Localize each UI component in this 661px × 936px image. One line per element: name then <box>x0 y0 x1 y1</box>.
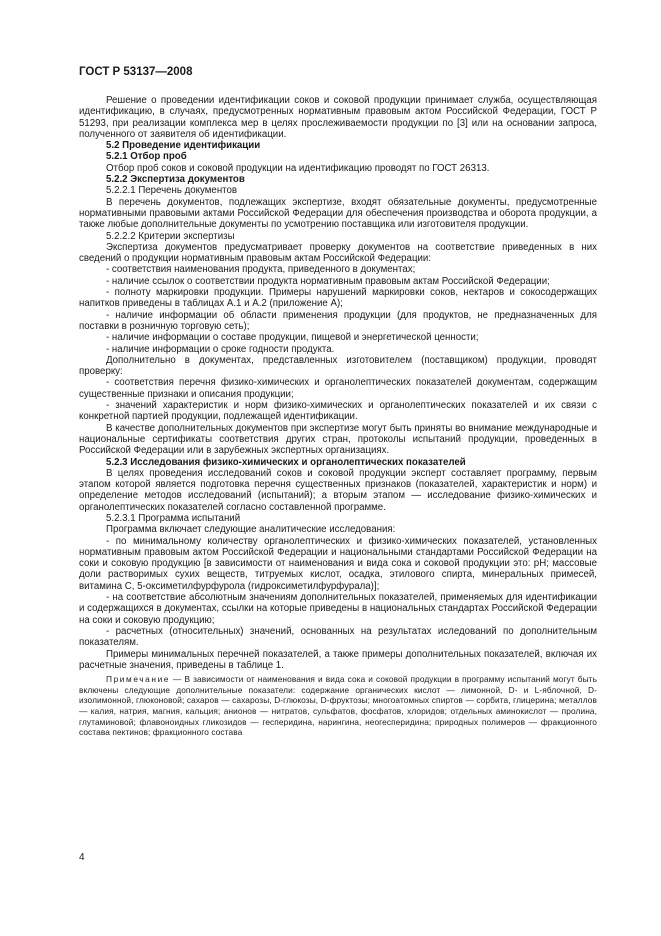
note-text: — В зависимости от наименования и вида сока и соковой продукции в программу испытаний могут быть включены следующие дополнительные показатели: содержание органических кислот — лимонной, D- и L-яблочной, D-изолимонной, глюконовой; сахаров — сахарозы, D-глюкозы, D-фруктозы; многоатомных спиртов — сорбита, глицерина; металлов — калия, натрия, магния, кальция; анионов — нитратов, сульфатов, фосфатов, хлоридов; отдельных аминокислот — пролина, глутаминовой; флавоноидных гликозидов — гесперидина, нарингина, неогесперидина; природных полимеров — фракционного состава пектинов; фракционного состава <box>79 674 598 738</box>
list-item: - наличие информации о составе продукции, пищевой и энергетической ценности; <box>106 332 479 344</box>
document-body <box>79 95 597 738</box>
paragraph: В целях проведения исследований соков и соковой продукции эксперт составляет программу, первым этапом которой является подготовка перечня существенных признаков (показателей, характеристик и норм) и определение методов исследований (испытаний); а вторым этапом — исследование физико-химических и органолептических показателей согласно составленной программе. <box>79 467 597 513</box>
list-item: - наличие ссылок о соответствии продукта нормативным правовым актам Российской Федерации; <box>106 275 550 287</box>
page-number: 4 <box>79 852 85 863</box>
clause-heading: 5.2.2.2 Критерии экспертизы <box>106 230 235 242</box>
note-paragraph <box>79 674 597 738</box>
list-item: - по минимальному количеству органолептических и физико-химических показателей, установленных нормативным правовым актом Российской Федерации и национальными стандартами Российской Федерации на соки и соковую продукцию [в зависимости от наименования и вида сока и соковой продукции это: pH; массовые доли растворимых сухих веществ, титруемых кислот, осадка, этилового спирта, минеральных примесей, витамина С, 5-оксиметилфурфурола (гидроксиметилфурфурала)]; <box>79 535 597 592</box>
list-item: - наличие информации об области применения продукции (для продуктов, не предназначенных для поставки в розничную торговую сеть); <box>79 309 597 332</box>
paragraph: Экспертиза документов предусматривает проверку документов на соответствие приведенных в них сведений о продукции нормативным правовым актам Российской Федерации: <box>79 241 597 265</box>
list-item: - соответствия наименования продукта, приведенного в документах; <box>106 264 416 276</box>
document-header: ГОСТ Р 53137—2008 <box>79 66 193 78</box>
list-item: - расчетных (относительных) значений, основанных на результатах иследований по дополнительным показателям. <box>79 625 597 649</box>
list-item: - значений характеристик и норм физико-химических и органолептических показателей и их связи с конкретной партией продукции, подлежащей идентификации. <box>79 400 597 423</box>
paragraph: Примеры минимальных перечней показателей, а также примеры дополнительных показателей, включая их расчетные значения, приведены в таблице 1. <box>79 648 597 671</box>
subsection-heading: 5.2.2 Экспертиза документов <box>106 174 245 186</box>
list-item: - соответствия перечня физико-химических и органолептических показателей документам, содержащим существенные признаки и описания продукции; <box>79 377 597 400</box>
note-label: Примечание <box>106 674 171 685</box>
paragraph: Отбор проб соков и соковой продукции на идентификацию проводят по ГОСТ 26313. <box>106 162 490 174</box>
clause-heading: 5.2.3.1 Программа испытаний <box>106 512 241 524</box>
list-item: - на соответствие абсолютным значениям дополнительных показателей, применяемых для идентификации и содержащихся в документах, ссылки на которые приведены в национальных стандартах Российской Федерации на соки и соковую продукцию; <box>79 592 597 626</box>
paragraph: В качестве дополнительных документов при экспертизе могут быть приняты во внимание международные и национальные сертификаты соответствия других стран, протоколы испытаний продукции, проведенных в Российской Федерации или в зарубежных экспертных организациях. <box>79 422 597 457</box>
paragraph: Дополнительно в документах, представленных изготовителем (поставщиком) продукции, проводят проверку: <box>79 354 597 378</box>
subsection-heading: 5.2.3 Исследования физико-химических и органолептических показателей <box>106 456 466 468</box>
list-item: - наличие информации о сроке годности продукта. <box>106 343 335 355</box>
paragraph: В перечень документов, подлежащих экспертизе, входят обязательные документы, предусмотренные нормативными правовыми актами Российской Федерации для обеспечения производства и оборота продукции, а также любые дополнительные документы по усмотрению поставщика или изготовителя продукции. <box>79 196 597 231</box>
subsection-heading: 5.2.1 Отбор проб <box>106 151 187 163</box>
section-heading: 5.2 Проведение идентификации <box>106 140 261 152</box>
paragraph: Решение о проведении идентификации соков и соковой продукции принимает служба, осуществляющая идентификацию, в случаях, предусмотренных нормативным правовым актом Российской Федерации, ГОСТ Р 51293, при реализации комплекса мер в целях прослеживаемости продукции по [3] или на основании запроса, полученного от заявителя об идентификации. <box>79 95 597 140</box>
clause-heading: 5.2.2.1 Перечень документов <box>106 185 238 197</box>
list-item: - полноту маркировки продукции. Примеры нарушений маркировки соков, нектаров и сокосодержащих напитков приведены в таблицах А.1 и А.2 (приложение А); <box>79 287 597 310</box>
paragraph: Программа включает следующие аналитические исследования: <box>106 524 396 536</box>
